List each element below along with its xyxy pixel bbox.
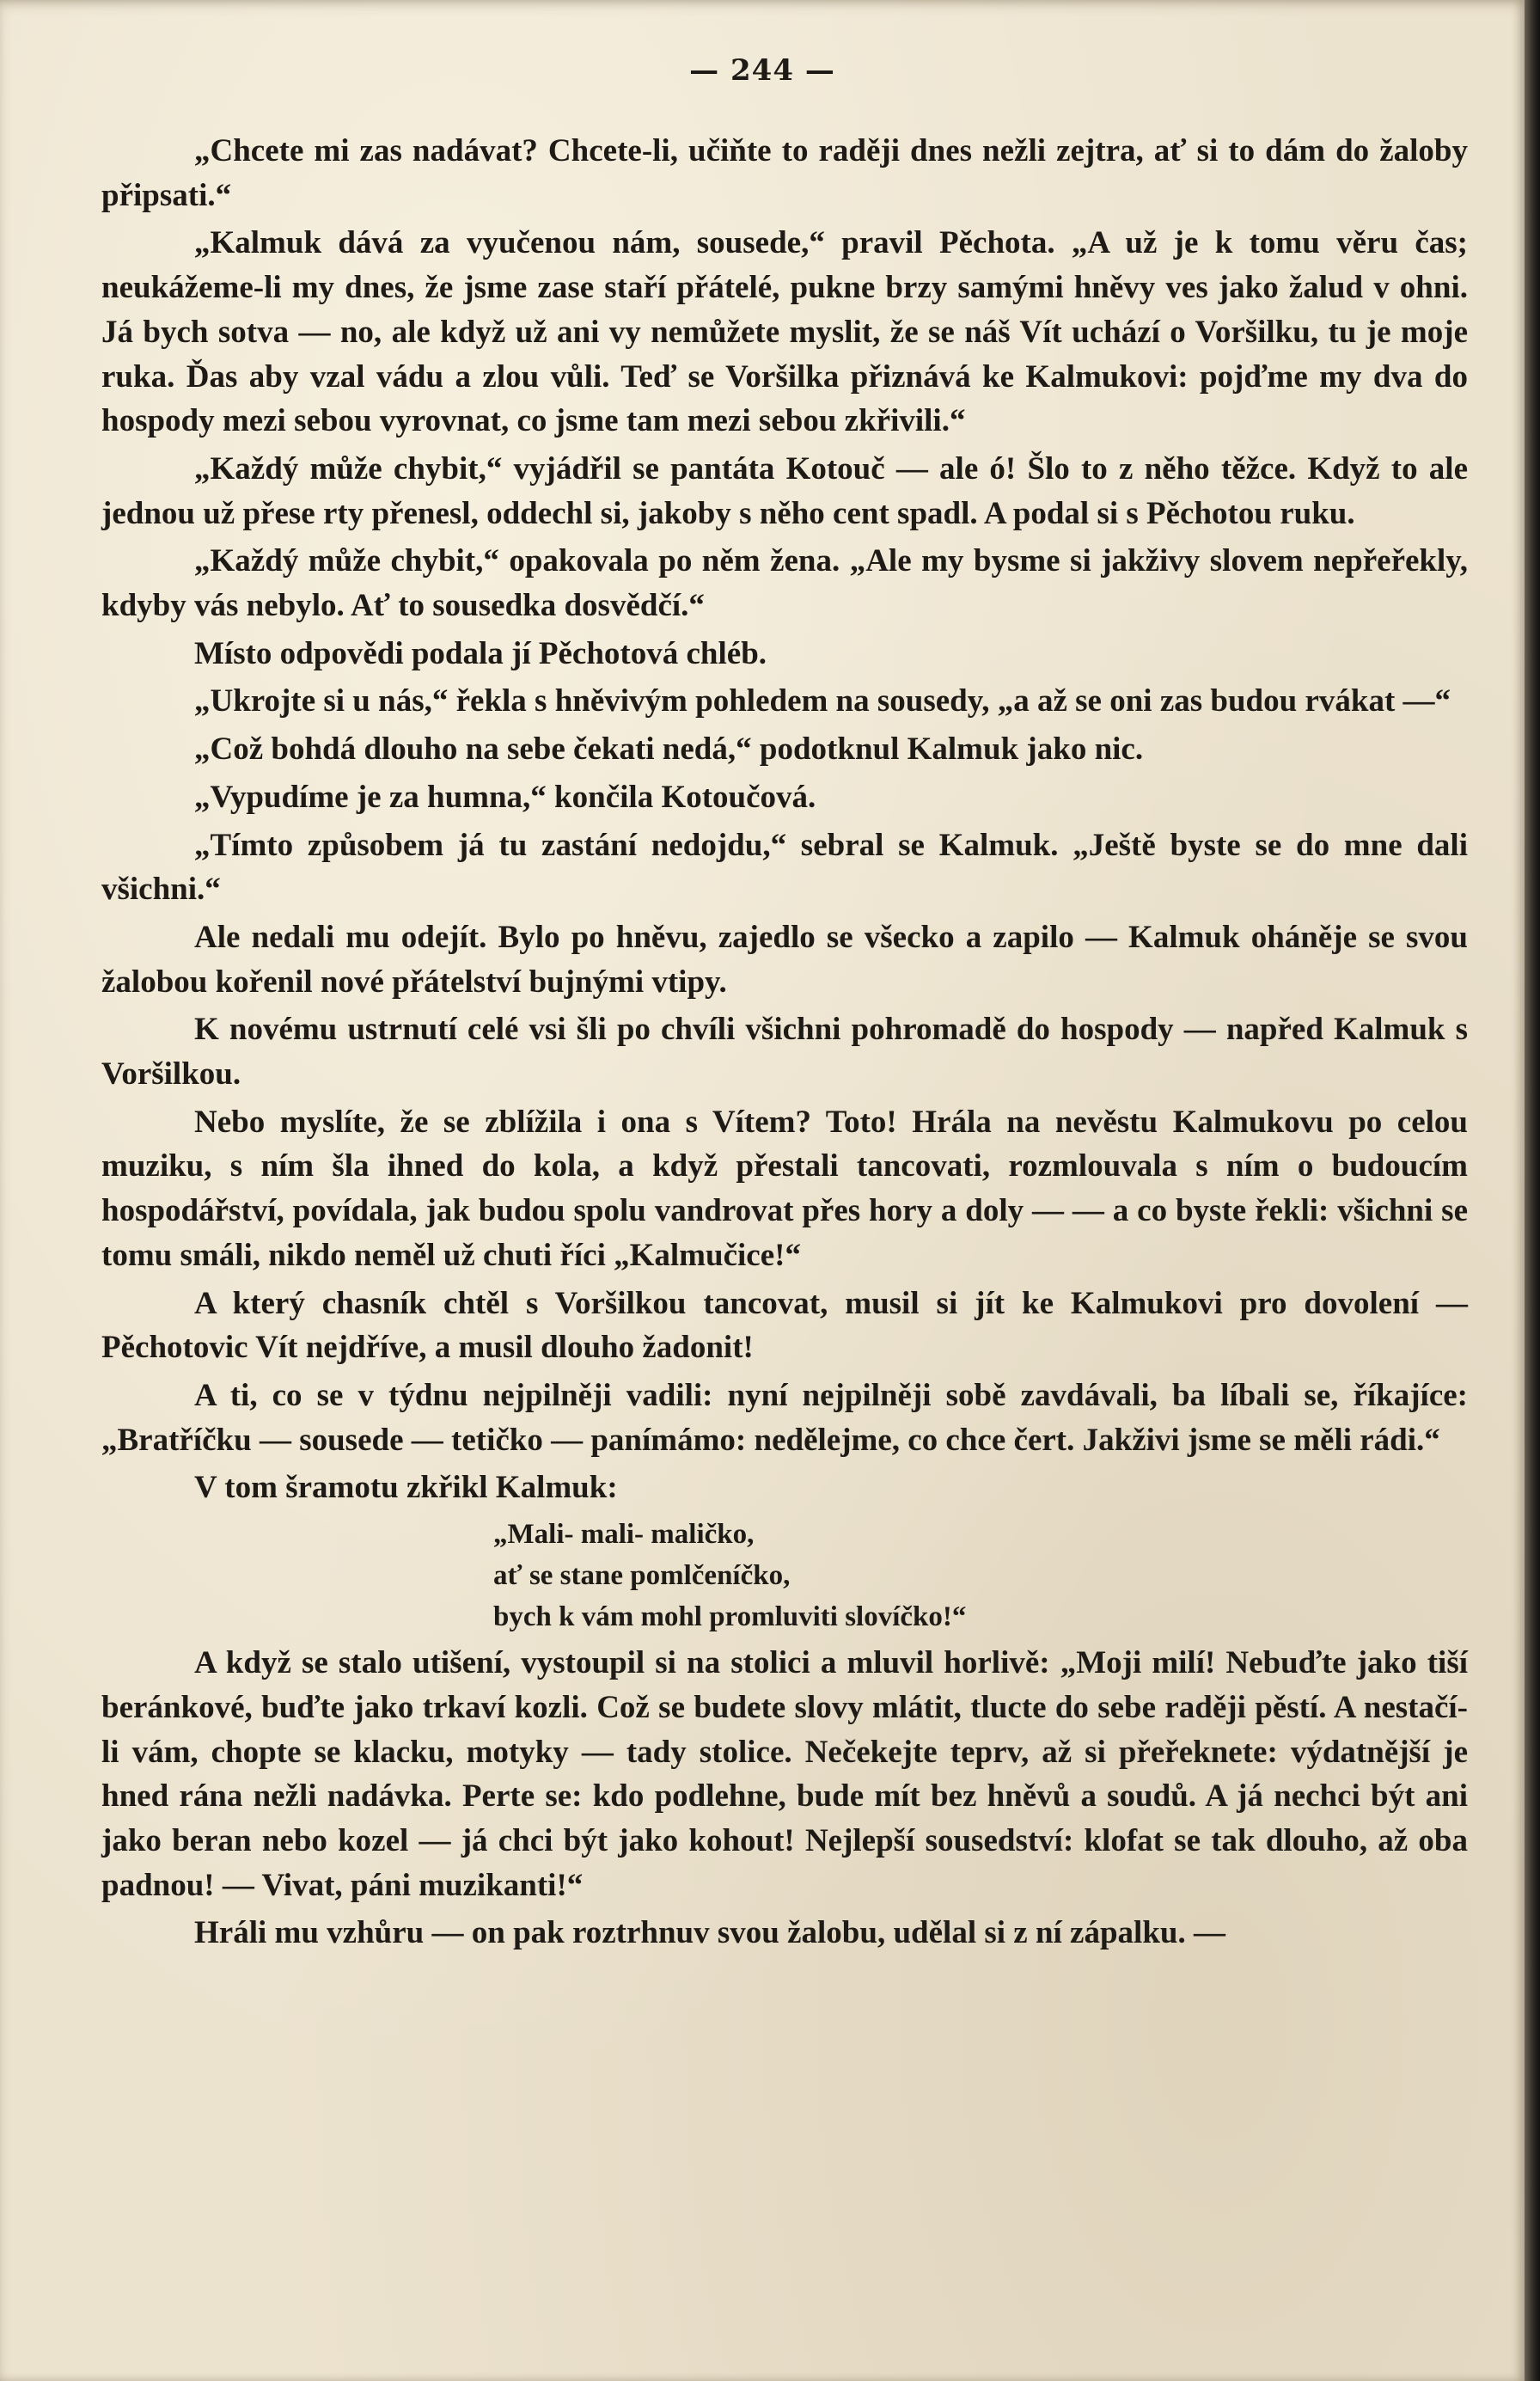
paragraph: A který chasník chtěl s Voršilkou tancovat, musil si jít ke Kalmukovi pro dovolení — Pěchotovic Vít nejdříve, a musil dlouho žadonit! bbox=[101, 1285, 1468, 1366]
paragraph: V tom šramotu zkřikl Kalmuk: bbox=[194, 1470, 618, 1506]
paragraph: Nebo myslíte, že se zblížila i ona s Vítem? Toto! Hrála na nevěstu Kalmukovu po celou muziku, s ním šla ihned do kola, a když přestali tancovati, rozmlouvala s ním o budoucím hospodářství, povídala, jak budou spolu vandrovat přes hory a doly — — a co byste řekli: všichni se tomu smáli, nikdo neměl už chuti říci „Kalmučice!“ bbox=[101, 1104, 1468, 1273]
paragraph: A když se stalo utišení, vystoupil si na stolici a mluvil horlivě: „Moji milí! Nebuďte jako tiší beránkové, buďte jako trkaví kozli. Což se budete slovy mlátit, tlucte do sebe raději pěstí. A nestačí-li vám, chopte se klacku, motyky — tady stolice. Nečekejte teprv, až si přeřeknete: výdatnější je hned rána nežli nadávka. Perte se: kdo podlehne, bude mít bez hněvů a soudů. A já nechci být ani jako beran nebo kozel — já chci být jako kohout! Nejlepší sousedství: klofat se tak dlouho, až oba padnou! — Vivat, páni muzikanti!“ bbox=[101, 1645, 1468, 1903]
paragraph: „Vypudíme je za humna,“ končila Kotoučová. bbox=[194, 779, 816, 815]
paragraph: A ti, co se v týdnu nejpilněji vadili: nyní nejpilněji sobě zavdávali, ba líbali se, říkajíce: „Bratříčku — sousede — tetičko — panímámo: nedělejme, co chce čert. Jakživi jsme se měli rádi.“ bbox=[101, 1377, 1468, 1458]
body-text bbox=[101, 129, 1468, 1959]
poem-line: ať se stane pomlčeníčko, bbox=[493, 1560, 791, 1592]
paragraph: „Chcete mi zas nadávat? Chcete-li, učiňte to raději dnes nežli zejtra, ať si to dám do žaloby připsati.“ bbox=[101, 133, 1468, 213]
paragraph: Místo odpovědi podala jí Pěchotová chléb. bbox=[194, 635, 767, 671]
paragraph: „Každý může chybit,“ vyjádřil se pantáta Kotouč — ale ó! Šlo to z něho těžce. Když to ale jednou už přese rty přenesl, oddechl si, jakoby s něho cent spadl. A podal si s Pěchotou ruku. bbox=[101, 450, 1468, 531]
paragraph: „Což bohdá dlouho na sebe čekati nedá,“ podotknul Kalmuk jako nic. bbox=[194, 731, 1144, 768]
poem-line: bych k vám mohl promluviti slovíčko!“ bbox=[493, 1601, 967, 1633]
paragraph: „Kalmuk dává za vyučenou nám, sousede,“ pravil Pěchota. „A už je k tomu věru čas; neukážeme-li my dnes, že jsme zase staří přátelé, pukne brzy samými hněvy ves jako žalud v ohni. Já bych sotva — no, ale když už ani vy nemůžete myslit, že se náš Vít uchází o Voršilku, tu je moje ruka. Ďas aby vzal vádu a zlou vůli. Teď se Voršilka přiznává ke Kalmukovi: pojďme my dva do hospody mezi sebou vyrovnat, co jsme tam mezi sebou zkřivili.“ bbox=[101, 225, 1468, 439]
paragraph: Hráli mu vzhůru — on pak roztrhnuv svou žalobu, udělal si z ní zápalku. — bbox=[194, 1915, 1225, 1951]
paragraph: „Každý může chybit,“ opakovala po něm žena. „Ale my bysme si jakživy slovem nepřeřekly, kdyby vás nebylo. Ať to sousedka dosvědčí.“ bbox=[101, 543, 1468, 624]
scan-edge bbox=[1525, 0, 1540, 2381]
poem-line: „Mali- mali- maličko, bbox=[493, 1519, 755, 1551]
page-number: — 244 — bbox=[689, 53, 835, 88]
paragraph: „Tímto způsobem já tu zastání nedojdu,“ sebral se Kalmuk. „Ještě byste se do mne dali všichni.“ bbox=[101, 827, 1468, 908]
paragraph: Ale nedali mu odejít. Bylo po hněvu, zajedlo se všecko a zapilo — Kalmuk oháněje se svou žalobou kořenil nové přátelství bujnými vtipy. bbox=[101, 919, 1468, 1000]
paragraph: K novému ustrnutí celé vsi šli po chvíli všichni pohromadě do hospody — napřed Kalmuk s Voršilkou. bbox=[101, 1012, 1468, 1093]
poem-verse-block bbox=[493, 1514, 1468, 1637]
paragraph: „Ukrojte si u nás,“ řekla s hněvivým pohledem na sousedy, „a až se oni zas budou rvákat —“ bbox=[194, 683, 1451, 719]
